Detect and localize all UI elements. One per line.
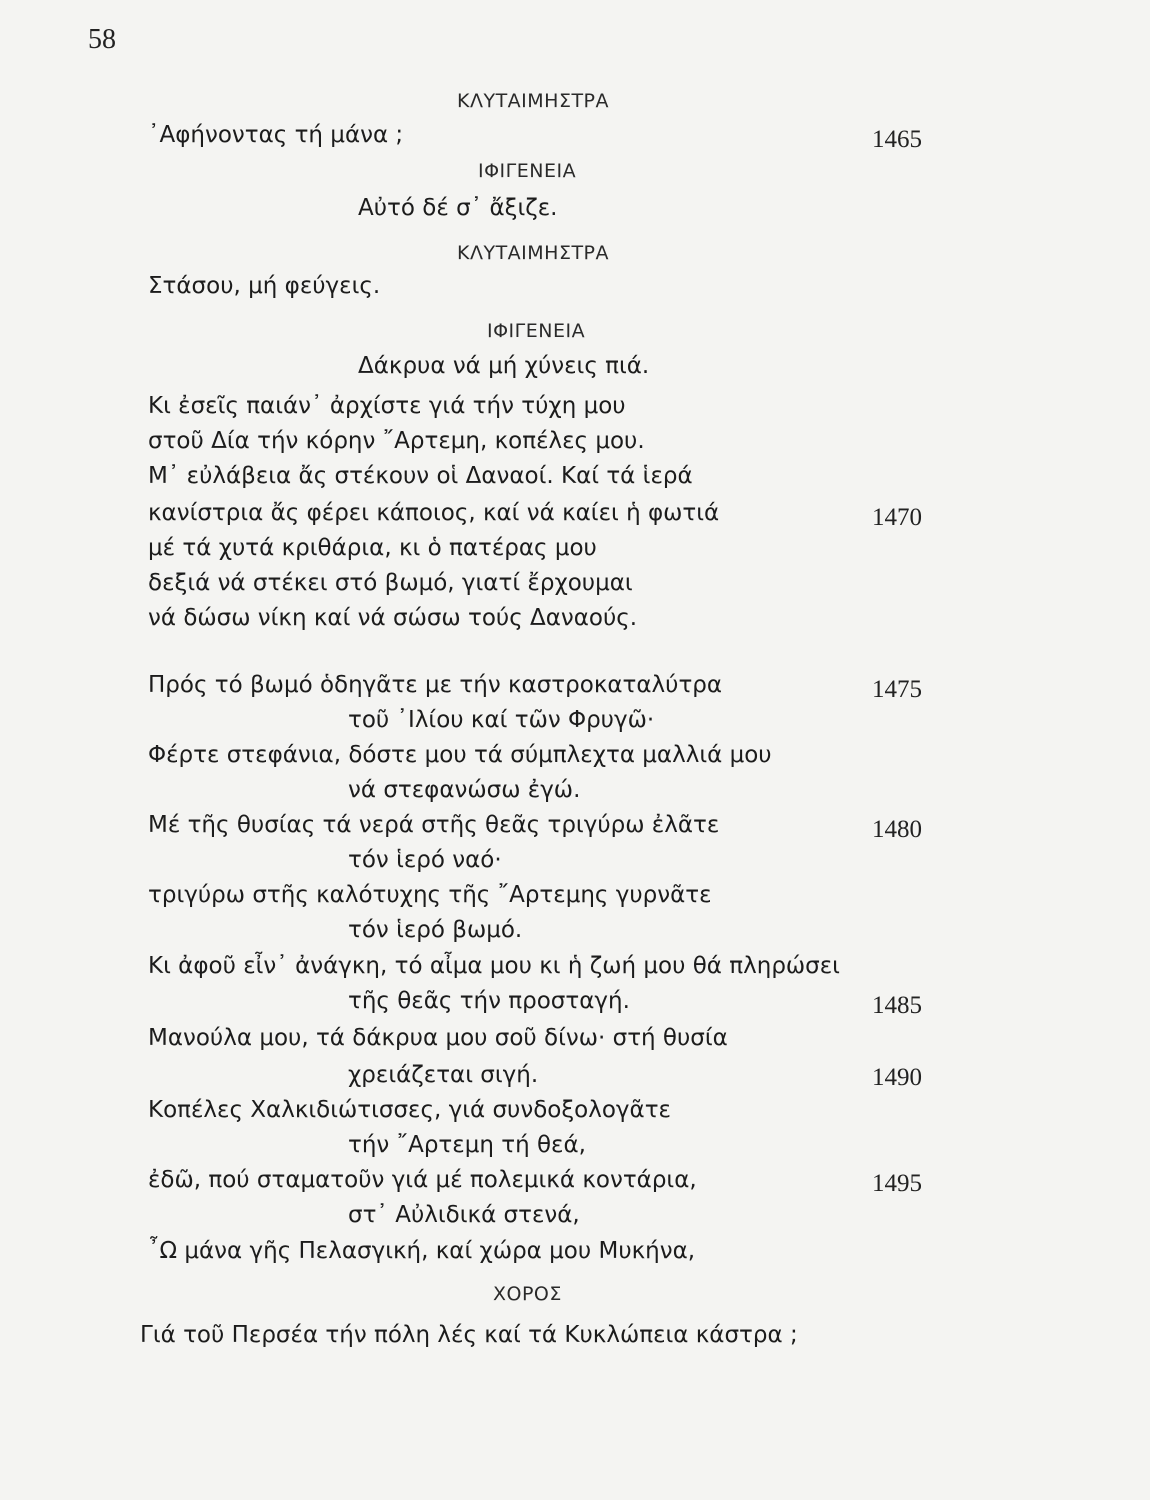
speaker-clytemnestra: ΚΛΥΤΑΙΜΗΣΤΡΑ <box>457 242 610 264</box>
verse-line: χρειάζεται σιγή. <box>348 1062 539 1088</box>
speaker-iphigenia: ΙΦΙΓΕΝΕΙΑ <box>478 160 577 182</box>
verse-line: δεξιά νά στέκει στό βωμό, γιατί ἔρχουμαι <box>148 570 633 596</box>
verse-line: κανίστρια ἄς φέρει κάποιος, καί νά καίει ἡ φωτιά <box>148 500 720 526</box>
line-number-1480: 1480 <box>872 816 922 843</box>
verse-line: νά στεφανώσω ἐγώ. <box>348 777 581 803</box>
verse-line: τῆς θεᾶς τήν προσταγή. <box>348 988 630 1014</box>
page-number: 58 <box>88 24 116 55</box>
verse-line: τριγύρω στῆς καλότυχης τῆς ῎Αρτεμης γυρνᾶτε <box>148 882 712 908</box>
verse-line: Στάσου, μή φεύγεις. <box>148 273 381 299</box>
line-number-1465: 1465 <box>872 126 922 153</box>
speaker-iphigenia: ΙΦΙΓΕΝΕΙΑ <box>487 320 586 342</box>
verse-line: Πρός τό βωμό ὁδηγᾶτε με τήν καστροκαταλύτρα <box>148 672 723 698</box>
verse-line: στ᾿ Αὐλιδικά στενά, <box>348 1202 580 1228</box>
verse-line: ἐδῶ, πού σταματοῦν γιά μέ πολεμικά κοντάρια, <box>148 1167 697 1193</box>
verse-line: τοῦ ᾿Ιλίου καί τῶν Φρυγῶ· <box>348 707 655 733</box>
speaker-clytemnestra: ΚΛΥΤΑΙΜΗΣΤΡΑ <box>457 90 610 112</box>
verse-line: Κι ἀφοῦ εἶν᾿ ἀνάγκη, τό αἶμα μου κι ἡ ζωή μου θά πληρώσει <box>148 953 840 979</box>
line-number-1475: 1475 <box>872 676 922 703</box>
verse-line: μέ τά χυτά κριθάρια, κι ὁ πατέρας μου <box>148 535 597 561</box>
line-number-1485: 1485 <box>872 992 922 1019</box>
verse-line: νά δώσω νίκη καί νά σώσω τούς Δαναούς. <box>148 605 638 631</box>
verse-line: Δάκρυα νά μή χύνεις πιά. <box>358 353 650 379</box>
verse-line: Μανούλα μου, τά δάκρυα μου σοῦ δίνω· στή θυσία <box>148 1025 728 1051</box>
verse-line: τόν ἱερό βωμό. <box>348 917 523 943</box>
verse-line: τήν ῎Αρτεμη τή θεά, <box>348 1132 586 1158</box>
verse-line: Μ᾿ εὐλάβεια ἄς στέκουν οἱ Δαναοί. Καί τά ἱερά <box>148 463 693 489</box>
verse-line: στοῦ Δία τήν κόρην ῎Αρτεμη, κοπέλες μου. <box>148 428 645 454</box>
verse-line: Αὐτό δέ σ᾿ ἄξιζε. <box>358 195 558 221</box>
line-number-1490: 1490 <box>872 1064 922 1091</box>
verse-line: Μέ τῆς θυσίας τά νερά στῆς θεᾶς τριγύρω ἐλᾶτε <box>148 812 720 838</box>
line-number-1470: 1470 <box>872 504 922 531</box>
verse-line: Φέρτε στεφάνια, δόστε μου τά σύμπλεχτα μαλλιά μου <box>148 742 772 768</box>
verse-line: Κι ἐσεῖς παιάν᾿ ἀρχίστε γιά τήν τύχη μου <box>148 393 626 419</box>
verse-line: ῏Ω μάνα γῆς Πελασγική, καί χώρα μου Μυκήνα, <box>148 1238 696 1264</box>
line-number-1495: 1495 <box>872 1170 922 1197</box>
verse-line: ᾿Αφήνοντας τή μάνα ; <box>148 122 404 148</box>
speaker-chorus: ΧΟΡΟΣ <box>493 1283 562 1305</box>
verse-line: Κοπέλες Χαλκιδιώτισσες, γιά συνδοξολογᾶτε <box>148 1097 671 1123</box>
verse-line: τόν ἱερό ναό· <box>348 847 502 873</box>
verse-line: Γιά τοῦ Περσέα τήν πόλη λές καί τά Κυκλώπεια κάστρα ; <box>140 1322 798 1348</box>
